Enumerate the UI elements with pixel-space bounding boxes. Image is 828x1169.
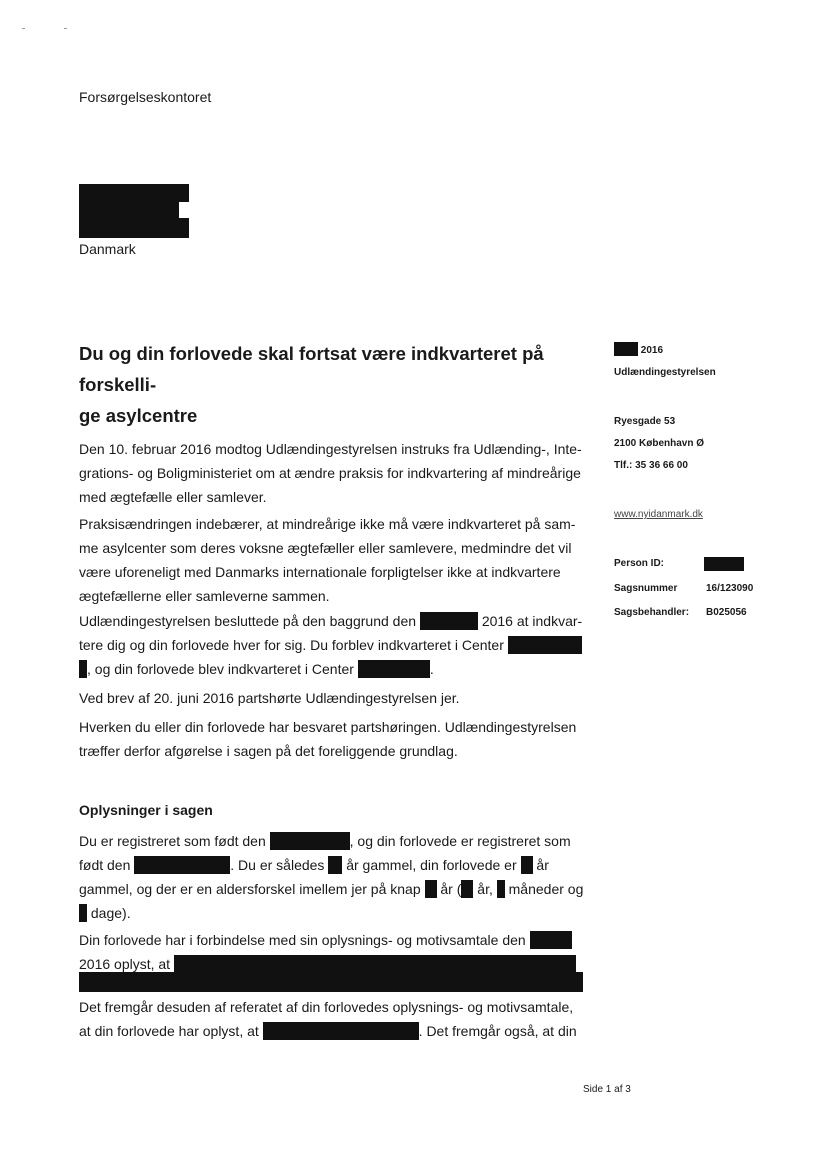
- case-number: 16/123090: [706, 583, 754, 594]
- text-fragment: gammel, og der er en aldersforskel imellem jer på knap: [79, 881, 421, 897]
- text-line: Praksisændringen indebærer, at mindreårige ikke må være indkvarteret på sam-: [79, 516, 576, 532]
- recipient-country: Danmark: [79, 241, 136, 257]
- sidebar-authority: Udlændingestyrelsen: [614, 367, 716, 378]
- text-fragment: år (: [440, 881, 462, 897]
- paragraph: [79, 715, 591, 763]
- text-fragment: Det fremgår desuden af referatet af din forlovedes oplysnings- og motivsamtale,: [79, 999, 574, 1015]
- paragraph: [79, 995, 591, 1043]
- redaction: [614, 342, 638, 356]
- meta-person-id: [614, 558, 774, 569]
- sidebar-phone: Tlf.: 35 36 66 00: [614, 460, 688, 471]
- scan-mark: [22, 28, 25, 29]
- text-fragment: at din forlovede har oplyst, at: [79, 1023, 259, 1039]
- text-line: være uforeneligt med Danmarks internationale forpligtelser ikke at indkvartere: [79, 564, 561, 580]
- text-fragment: , og din forlovede er registreret som: [349, 833, 571, 849]
- title-line: ge asylcentre: [79, 405, 198, 426]
- redaction: [328, 856, 342, 874]
- letter-title: [79, 338, 599, 431]
- date-year: 2016: [640, 345, 664, 356]
- redaction: [79, 660, 87, 678]
- sidebar-date: [614, 342, 663, 356]
- redaction: [508, 636, 582, 654]
- text-fragment: år,: [477, 881, 493, 897]
- sender-office: Forsørgelseskontoret: [79, 89, 212, 105]
- redaction: [704, 557, 744, 571]
- sidebar-city: 2100 København Ø: [614, 438, 705, 449]
- text-fragment: år gammel, din forlovede er: [346, 857, 517, 873]
- redaction: [521, 856, 533, 874]
- paragraph: [79, 437, 591, 509]
- text-fragment: , og din forlovede blev indkvarteret i Center: [87, 661, 354, 677]
- redaction: [263, 1022, 419, 1040]
- text-fragment: . Du er således: [230, 857, 325, 873]
- paragraph: [79, 829, 591, 925]
- text-fragment: tere dig og din forlovede hver for sig. Du forblev indkvarteret i Center: [79, 637, 504, 653]
- text-fragment: 2016 oplyst, at: [79, 956, 171, 972]
- paragraph: [79, 928, 591, 976]
- case-number-label: Sagsnummer: [614, 583, 678, 594]
- page-number: Side 1 af 3: [583, 1084, 631, 1095]
- redaction: [134, 856, 230, 874]
- redacted-address-notch: [179, 202, 191, 218]
- paragraph: [79, 512, 591, 608]
- redaction: [530, 931, 572, 949]
- text-line: med ægtefælle eller samlever.: [79, 489, 267, 505]
- sidebar-website-link[interactable]: www.nyidanmark.dk: [614, 509, 703, 520]
- paragraph: Ved brev af 20. juni 2016 partshørte Udlændingestyrelsen jer.: [79, 690, 460, 706]
- text-line: grations- og Boligministeriet om at ændre praksis for indkvartering af mindreårige: [79, 465, 581, 481]
- meta-case-number: [614, 583, 774, 594]
- text-line: træffer derfor afgørelse i sagen på det foreliggende grundlag.: [79, 743, 458, 759]
- text-line: Hverken du eller din forlovede har besvaret partshøringen. Udlændingestyrelsen: [79, 719, 577, 735]
- scan-mark: [64, 28, 67, 29]
- redaction: [174, 955, 576, 973]
- text-fragment: Udlændingestyrelsen besluttede på den baggrund den: [79, 613, 417, 629]
- redaction: [79, 972, 583, 992]
- text-fragment: Din forlovede har i forbindelse med sin oplysnings- og motivsamtale den: [79, 932, 526, 948]
- redaction: [425, 880, 437, 898]
- redaction: [270, 832, 350, 850]
- text-fragment: dage).: [90, 905, 131, 921]
- text-fragment: år: [536, 857, 549, 873]
- redaction: [497, 880, 505, 898]
- redaction: [358, 660, 430, 678]
- case-officer: B025056: [706, 607, 747, 618]
- text-line: me asylcenter som deres voksne ægtefæller eller samlevere, medmindre det vil: [79, 540, 572, 556]
- redacted-address: [79, 184, 189, 238]
- text-fragment: måneder og: [508, 881, 584, 897]
- redaction: [461, 880, 473, 898]
- section-heading: Oplysninger i sagen: [79, 802, 213, 818]
- paragraph: [79, 609, 591, 681]
- redaction: [420, 612, 478, 630]
- sidebar-street: Ryesgade 53: [614, 416, 676, 427]
- case-officer-label: Sagsbehandler:: [614, 607, 690, 618]
- text-fragment: Du er registreret som født den: [79, 833, 266, 849]
- text-fragment: født den: [79, 857, 131, 873]
- text-fragment: .: [429, 661, 434, 677]
- redaction: [79, 904, 87, 922]
- text-line: ægtefællerne eller samleverne sammen.: [79, 588, 330, 604]
- meta-case-officer: [614, 607, 774, 618]
- text-fragment: . Det fremgår også, at din: [418, 1023, 577, 1039]
- text-fragment: 2016 at indkvar-: [481, 613, 583, 629]
- title-line: Du og din forlovede skal fortsat være indkvarteret på forskelli-: [79, 343, 544, 395]
- text-line: Den 10. februar 2016 modtog Udlændingestyrelsen instruks fra Udlænding-, Inte-: [79, 441, 582, 457]
- person-id-label: Person ID:: [614, 558, 665, 569]
